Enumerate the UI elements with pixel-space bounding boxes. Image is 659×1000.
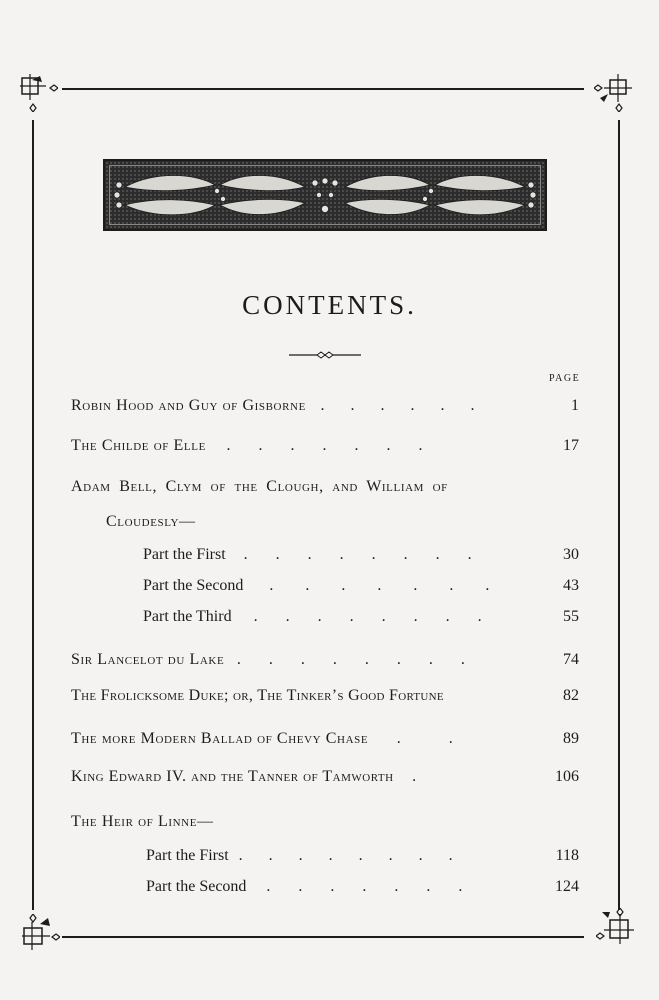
entry-page-number: 89 xyxy=(563,730,579,747)
entry-page-number: 106 xyxy=(555,768,579,785)
leader-dots: . . . . . . . . xyxy=(236,651,477,668)
list-item xyxy=(71,437,435,455)
page-column-label: PAGE xyxy=(549,373,581,384)
list-item xyxy=(71,687,444,705)
corner-ornament-top-right-icon xyxy=(594,72,634,112)
decorative-headpiece-banner xyxy=(103,159,547,231)
entry-title: Part the First xyxy=(146,847,229,864)
list-item xyxy=(146,878,474,896)
leader-dots: . . . . . . . . xyxy=(238,847,464,864)
entry-title: Adam Bell, Clym of the Clough, and William of xyxy=(71,478,448,495)
frame-top-border xyxy=(62,88,584,90)
entry-page-number: 17 xyxy=(563,437,579,454)
corner-ornament-bottom-right-icon xyxy=(596,908,636,948)
entry-page-number: 55 xyxy=(563,608,579,625)
entry-title: Part the Second xyxy=(143,577,244,594)
leader-dots: . . . . . . . . xyxy=(253,608,494,625)
entry-title: The more Modern Ballad of Chevy Chase xyxy=(71,730,369,747)
divider-ornament-icon xyxy=(289,350,361,360)
frame-right-border xyxy=(618,120,620,910)
list-item xyxy=(106,513,196,531)
list-item xyxy=(71,813,214,831)
leader-dots: . . . . . . xyxy=(320,397,486,414)
leader-dots: . xyxy=(412,768,428,785)
entry-page-number: 124 xyxy=(555,878,579,895)
list-item xyxy=(71,478,448,496)
list-item xyxy=(71,651,477,669)
entry-title: Robin Hood and Guy of Gisborne xyxy=(71,397,306,414)
entry-page-number: 30 xyxy=(563,546,579,563)
corner-ornament-bottom-left-icon xyxy=(20,914,60,954)
entry-page-number: 43 xyxy=(563,577,579,594)
entry-page-number: 74 xyxy=(563,651,579,668)
list-item xyxy=(71,768,427,786)
list-item xyxy=(143,546,484,564)
entry-title: Sir Lancelot du Lake xyxy=(71,651,225,668)
leader-dots: . . . . . . . xyxy=(226,437,435,454)
laurel-ornament-icon xyxy=(105,161,545,229)
entry-title: Part the Second xyxy=(146,878,247,895)
entry-page-number: 82 xyxy=(563,687,579,704)
frame-bottom-border xyxy=(62,936,584,938)
entry-page-number: 1 xyxy=(571,397,579,414)
entry-page-number: 118 xyxy=(555,847,579,864)
entry-title: The Childe of Elle xyxy=(71,437,206,454)
frame-left-border xyxy=(32,120,34,910)
list-item xyxy=(146,847,464,865)
page-title: CONTENTS. xyxy=(242,290,417,320)
list-item xyxy=(71,397,486,415)
entry-title: The Frolicksome Duke; or, The Tinker’s Good Fortune xyxy=(71,687,444,704)
corner-ornament-top-left-icon xyxy=(18,72,58,112)
entry-title: The Heir of Linne— xyxy=(71,813,214,830)
entry-title: Cloudesly— xyxy=(106,513,196,530)
entry-title: Part the Third xyxy=(143,608,232,625)
list-item xyxy=(71,730,475,748)
leader-dots: . . . . . . . xyxy=(269,577,504,594)
list-item xyxy=(143,608,494,626)
leader-dots: . . . . . . . . xyxy=(243,546,484,563)
leader-dots: . . . . . . . xyxy=(266,878,475,895)
list-item xyxy=(143,577,503,595)
entry-title: Part the First xyxy=(143,546,226,563)
leader-dots: . . xyxy=(396,730,475,747)
entry-title: King Edward IV. and the Tanner of Tamworth xyxy=(71,768,394,785)
